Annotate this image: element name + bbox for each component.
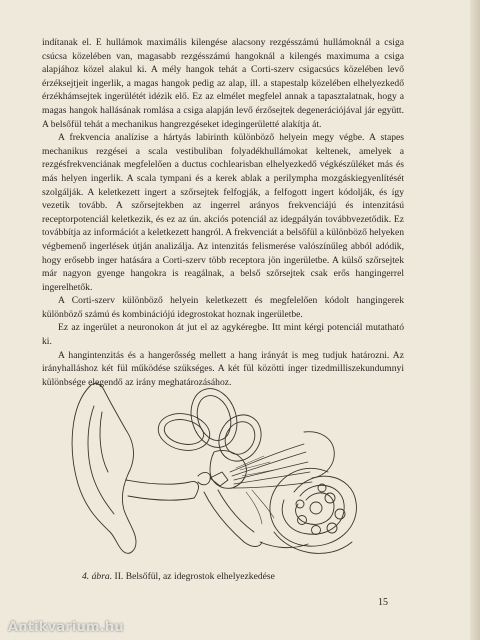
paragraph: A hangintenzitás és a hangerősség mellett a hang irányát is meg tudjuk határozni. Az irányhalláshoz két fül működése szükséges. A két fül közötti inger tizedmilliszekundumnyi különbsége elegendő az irány meghatározásához. [42,349,404,388]
figure-number: 4. ábra. [82,571,113,582]
paragraph: A Corti-szerv különböző helyein keletkezett és megfelelően kódolt hangingerek különböző számú és kombinációjú idegrostokat hoznak ingerületbe. [42,295,404,320]
cochlea [270,468,356,553]
page-edge-shadow [470,0,480,640]
figure-title: II. Belsőfül, az idegrostok elhelyezkedése [114,571,275,582]
ear-canal [126,480,194,500]
auricle-outline [72,383,136,553]
page-number: 15 [378,597,388,608]
body-text [42,36,404,389]
watermark: Antikvarium.hu [8,620,124,635]
paragraph: A frekvencia analízise a hártyás labirinth különböző helyein megy végbe. A stapes mechanikus rezgései a scala vestibuliban folyadékhullámokat keltenek, amelyek a rezgésfrekvenciának megfelelően a ductus cochlearisban elhelyezkedő végkészüléket más és más helyen ingerlik. A scala tympani és a kerek ablak a perilympha mozgáskiegyenlítését szolgálják. A keletkezett ingert a szőrsejtek felfogják, a felfogott ingert kódolják, és így vezetik tovább. A szőrsejtekben az ingerrel arányos frekvenciájú és intenzitású receptorpotenciál keletkezik, és ez az ún. akciós potenciál az idegpályán továbbvezetődik. Ez továbbítja az információt a keletkezett hangról. A frekvenciát a belsőfül a különböző helyeken végbemenő ingerlések útján analizálja. Az intenzitás felismerése valószínűleg abból adódik, hogy erősebb inger hatására a Corti-szerv több receptora jön ingerületbe. A külső szőrsejtek már nagyon gyenge hangokra is reagálnak, a belső szőrsejtek csak erős hangingerrel ingerelhetők. [42,132,404,293]
figure-caption [82,571,275,582]
inner-ear-illustration [64,372,364,562]
paragraph: Ez az ingerület a neuronokon át jut el az agykéregbe. Itt mint kérgi potenciál mutatható ki. [42,322,404,348]
paragraph: indítanak el. E hullámok maximális kilengése alacsony rezgésszámú hullámoknál a csiga csúcsa közelében van, magasabb rezgésszámú hangoknál a kilengés maximuma a csiga alapjához közel alakul ki. A mély hangok tehát a Corti-szerv csigacsúcs közelében levő érzéksejtjeit ingerlik, a magas hangok pedig az alap, ill. a stapestalp közelében elhelyezkedő érzékhámsejtek ingerülétét idézik elő. Ez az elmélet megfelel annak a tapasztalatnak, hogy a magas hangok hallásának romlása a csiga alapján levő érzősejtek degenerációjával jár együtt. A belsőfül tehát a mechanikus hangrezgéseket idegingerületté alakítja át. [42,37,404,130]
